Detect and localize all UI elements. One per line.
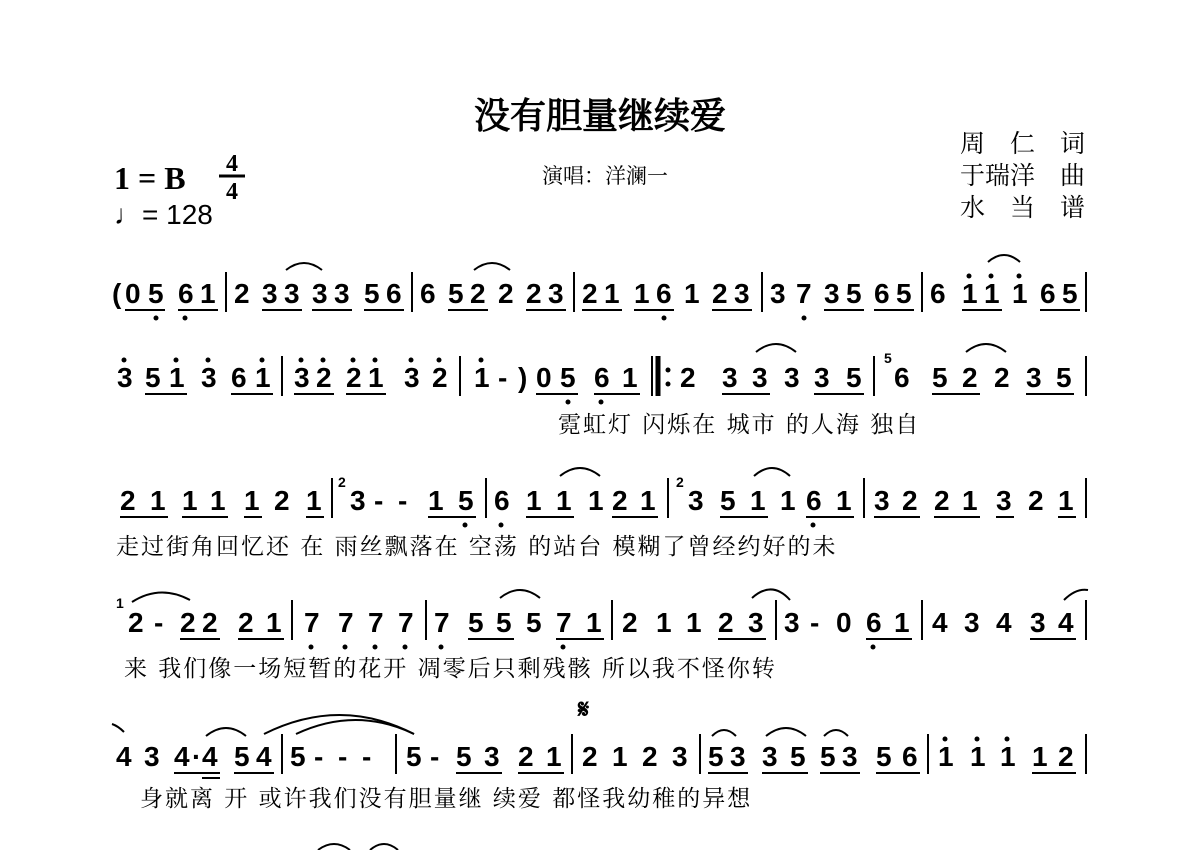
note: 1 [604, 278, 620, 309]
note: 7 [796, 278, 812, 309]
note: 7 [304, 607, 320, 638]
note: 1 [588, 485, 604, 516]
note: 2 [274, 485, 290, 516]
note: 3 [294, 362, 310, 393]
note: 4 [932, 607, 948, 638]
note: - [498, 362, 508, 393]
note: - [362, 741, 372, 772]
note: 2 [622, 607, 638, 638]
note: 1 [780, 485, 796, 516]
note: 2 [180, 607, 196, 638]
note: 5 [1056, 362, 1072, 393]
note: 1 [266, 607, 282, 638]
note: 1 [640, 485, 656, 516]
lyrics-line-3: 走过街角回忆还 在 雨丝飘落在 空荡 的站台 模糊了曾经约好的未 [116, 534, 838, 560]
lyricist-credit: 周 仁 词 [959, 129, 1085, 158]
note: 1 [1032, 741, 1048, 772]
note: 2 [470, 278, 486, 309]
note: - [154, 607, 164, 638]
note: 3 [350, 485, 366, 516]
note: 1 [210, 485, 226, 516]
note: 2 [238, 607, 254, 638]
note: 3 [996, 485, 1012, 516]
note: 1 [656, 607, 672, 638]
note: 3 [404, 362, 420, 393]
note: 2 [518, 741, 534, 772]
cut-off-slur [318, 844, 350, 850]
note: 5 [1062, 278, 1078, 309]
note: 1 [306, 485, 322, 516]
note: 3 [144, 741, 160, 772]
singer-credit: 演唱：洋澜一 [542, 164, 668, 188]
system-5 [112, 715, 1086, 812]
note: 2 [902, 485, 918, 516]
paren-open: ( [112, 278, 122, 309]
note: 1 [684, 278, 700, 309]
note: 6 [1040, 278, 1056, 309]
tempo-marking: ♩= 128 [114, 199, 213, 230]
note: 1 [750, 485, 766, 516]
note: 2 [582, 741, 598, 772]
note: 1 [150, 485, 166, 516]
key-signature: 1 = B [114, 160, 186, 196]
note: 3 [752, 362, 768, 393]
lyrics-line-4: 来 我们像一场短暂的花开 凋零后只剩残骸 所以我不怪你转 [124, 656, 777, 682]
note: - [810, 607, 820, 638]
note: 2 [1028, 485, 1044, 516]
note: 3 [334, 278, 350, 309]
note: 5 [456, 741, 472, 772]
lyrics-line-2: 霓虹灯 闪烁在 城市 的人海 独自 [558, 412, 921, 438]
note: 1 [634, 278, 650, 309]
note: 3 [262, 278, 278, 309]
note: 2 [642, 741, 658, 772]
note: 2 [680, 362, 696, 393]
note: 3 [770, 278, 786, 309]
note: 1 [962, 485, 978, 516]
note: 4 [1058, 607, 1074, 638]
note: 1 [428, 485, 444, 516]
note: 1 [368, 362, 384, 393]
note: 5 [496, 607, 512, 638]
tie [988, 255, 1020, 262]
note: 3 [484, 741, 500, 772]
note: 5 [290, 741, 306, 772]
note: 1 [556, 485, 572, 516]
note: 2 [234, 278, 250, 309]
note: ) [518, 362, 528, 393]
note: 1 [836, 485, 852, 516]
composer-credit: 于瑞洋 曲 [959, 161, 1085, 190]
note: 3 [734, 278, 750, 309]
note: - [398, 485, 408, 516]
note: 3 [964, 607, 980, 638]
note: 2 [120, 485, 136, 516]
note: · [192, 741, 202, 772]
note: 5 [526, 607, 542, 638]
note: 6 [494, 485, 510, 516]
note: 5 [846, 278, 862, 309]
grace-note: 5 [884, 350, 892, 366]
note: 2 [962, 362, 978, 393]
note: 2 [202, 607, 218, 638]
grace-note: 2 [676, 474, 684, 490]
octave-dot [802, 316, 807, 321]
note: 2 [994, 362, 1010, 393]
note: 6 [656, 278, 672, 309]
note: 1 [526, 485, 542, 516]
note: 1 [182, 485, 198, 516]
note: 7 [338, 607, 354, 638]
note: 3 [688, 485, 704, 516]
note: 3 [117, 362, 133, 393]
note: 1 [686, 607, 702, 638]
transcriber-credit: 水 当 谱 [959, 193, 1085, 222]
note: 1 [938, 741, 954, 772]
note: 3 [201, 362, 217, 393]
note: 1 [970, 741, 986, 772]
note: 2 [498, 278, 514, 309]
note: 6 [420, 278, 436, 309]
note: 2 [526, 278, 542, 309]
tie [474, 263, 510, 270]
note: 3 [284, 278, 300, 309]
note: 3 [312, 278, 328, 309]
note: 3 [748, 607, 764, 638]
note: 1 [474, 362, 490, 393]
system-1 [112, 255, 1086, 321]
note: 7 [398, 607, 414, 638]
note: 1 [894, 607, 910, 638]
note: 4 [996, 607, 1012, 638]
cut-off-slur [370, 844, 398, 850]
note: 3 [1026, 362, 1042, 393]
grace-note: 1 [116, 595, 124, 611]
note: 6 [594, 362, 610, 393]
note: - [314, 741, 324, 772]
note: 5 [876, 741, 892, 772]
note: 6 [874, 278, 890, 309]
note: 5 [468, 607, 484, 638]
time-signature-bottom: 4 [226, 179, 238, 205]
note: 2 [432, 362, 448, 393]
note: 5 [458, 485, 474, 516]
note: 6 [231, 362, 247, 393]
note: 1 [169, 362, 185, 393]
note: 3 [784, 362, 800, 393]
note: - [430, 741, 440, 772]
system-4 [116, 589, 1088, 682]
lyrics-line-5: 身就离 开 或许我们没有胆量继 续爱 都怪我幼稚的异想 [140, 786, 753, 812]
note: 2 [582, 278, 598, 309]
system-2 [117, 344, 1086, 438]
note: 4 [174, 741, 190, 772]
song-title: 没有胆量继续爱 [473, 96, 727, 137]
note: 5 [846, 362, 862, 393]
note: 1 [622, 362, 638, 393]
note: 6 [930, 278, 946, 309]
note: 1 [1012, 278, 1028, 309]
note: 5 [145, 362, 161, 393]
note: 5 [364, 278, 380, 309]
note: 4 [256, 741, 272, 772]
note: 0 [536, 362, 552, 393]
note: 4 [116, 741, 132, 772]
note: 5 [820, 741, 836, 772]
note: 5 [448, 278, 464, 309]
note: 7 [368, 607, 384, 638]
note: 5 [896, 278, 912, 309]
note: 5 [406, 741, 422, 772]
note: 6 [894, 362, 910, 393]
note: 0 [125, 278, 141, 309]
note: 2 [712, 278, 728, 309]
note: 5 [560, 362, 576, 393]
grace-note: 2 [338, 474, 346, 490]
note: 2 [316, 362, 332, 393]
note: 1 [546, 741, 562, 772]
note: 2 [718, 607, 734, 638]
note: 5 [148, 278, 164, 309]
note: 3 [672, 741, 688, 772]
octave-dot [989, 274, 994, 279]
note: 3 [730, 741, 746, 772]
note: 1 [612, 741, 628, 772]
note: 2 [128, 607, 144, 638]
octave-dot [967, 274, 972, 279]
note: 6 [178, 278, 194, 309]
note: 6 [806, 485, 822, 516]
note: 7 [556, 607, 572, 638]
note: 2 [612, 485, 628, 516]
system-3 [116, 468, 1086, 560]
note: 2 [934, 485, 950, 516]
segno-sign: 𝄋 [578, 694, 590, 724]
note: 5 [932, 362, 948, 393]
note: - [338, 741, 348, 772]
octave-dot [183, 316, 188, 321]
note: 7 [434, 607, 450, 638]
time-signature-top: 4 [226, 151, 238, 177]
note: 1 [984, 278, 1000, 309]
note: 1 [1000, 741, 1016, 772]
note: 6 [902, 741, 918, 772]
note: 1 [255, 362, 271, 393]
note: 3 [824, 278, 840, 309]
note: 2 [346, 362, 362, 393]
note: 3 [762, 741, 778, 772]
note: 6 [386, 278, 402, 309]
note: 5 [708, 741, 724, 772]
note: 3 [842, 741, 858, 772]
octave-dot [1017, 274, 1022, 279]
note: 3 [874, 485, 890, 516]
note: 5 [720, 485, 736, 516]
note: 1 [962, 278, 978, 309]
note: 1 [1058, 485, 1074, 516]
note: 5 [234, 741, 250, 772]
note: 3 [1030, 607, 1046, 638]
note: 3 [722, 362, 738, 393]
octave-dot [154, 316, 159, 321]
note: 3 [814, 362, 830, 393]
note: 5 [790, 741, 806, 772]
note: 6 [866, 607, 882, 638]
note: 4 [202, 741, 218, 772]
note: 2 [1058, 741, 1074, 772]
note: 3 [548, 278, 564, 309]
octave-dot [662, 316, 667, 321]
note: - [374, 485, 384, 516]
note: 1 [586, 607, 602, 638]
note: 1 [200, 278, 216, 309]
tie [286, 263, 322, 270]
note: 3 [784, 607, 800, 638]
note: 0 [836, 607, 852, 638]
note: 1 [244, 485, 260, 516]
